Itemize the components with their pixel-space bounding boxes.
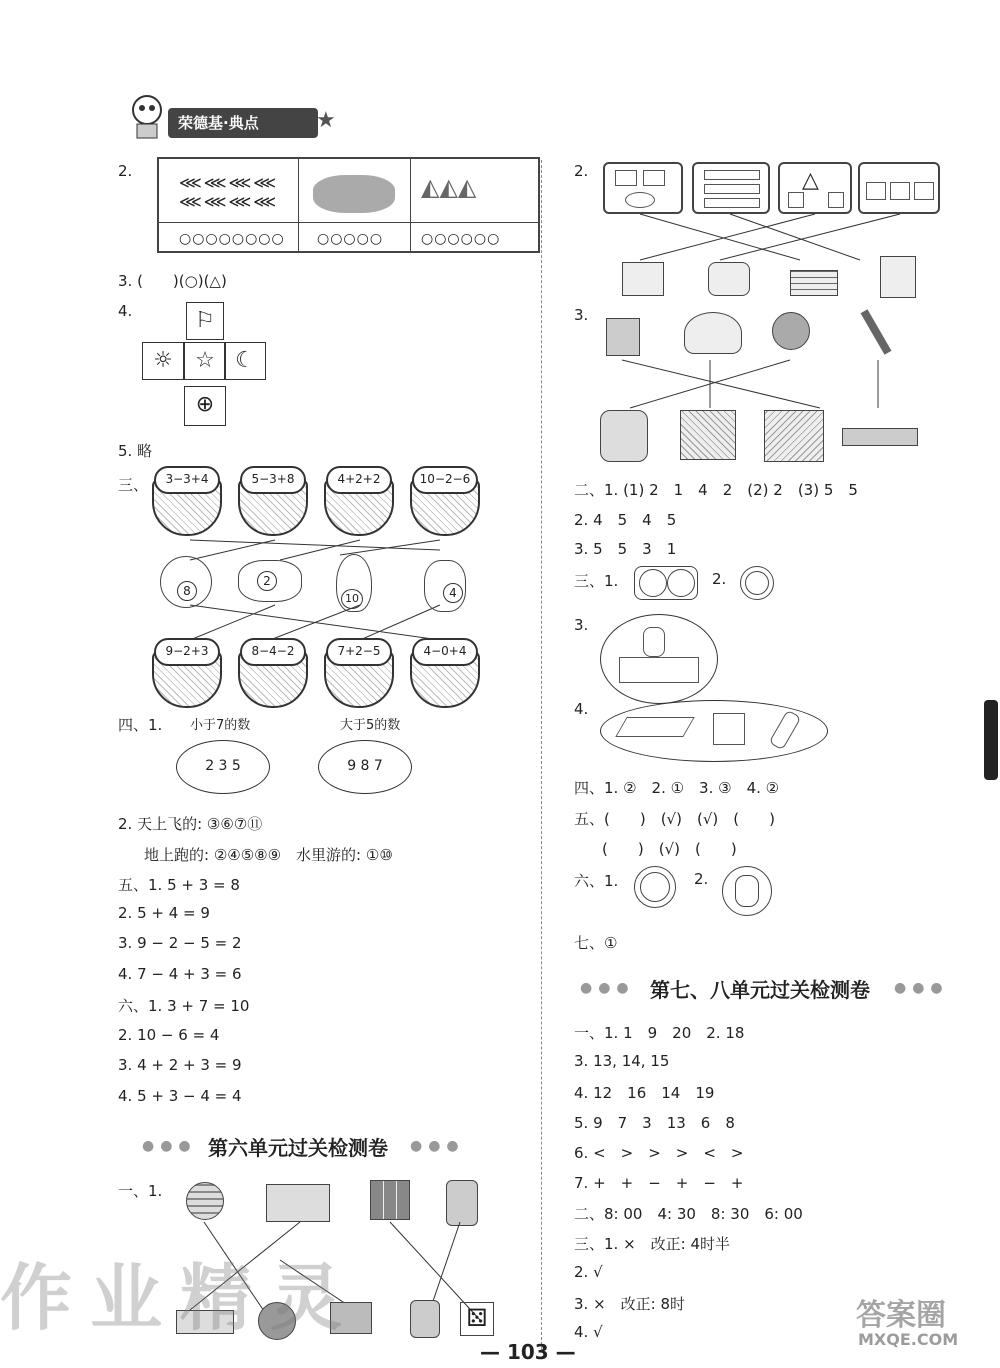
cat-icon [424,560,466,612]
dots-decoration: ●●● [894,980,949,996]
left-q3: 3. ( )(○)(△) [118,272,227,290]
unit6-title: 第六单元过关检测卷 [208,1136,388,1160]
unit78-line: 5. 9 7 3 13 6 8 [574,1114,735,1132]
si-q2-line1: 2. 天上飞的: ③⑥⑦⑪ [118,815,263,833]
sun-icon: ☼ [142,342,184,380]
unit78-line: 3. 13, 14, 15 [574,1052,670,1070]
animal-number: 4 [443,583,463,603]
star-net-icon: ☆ [184,342,226,380]
logo-text: 荣德基·典点 [168,108,318,138]
right-q2: 2. [574,162,589,180]
ball-icon [186,1182,224,1220]
unit78-line: 一、1. 1 9 20 2. 18 [574,1024,745,1042]
cylinder-frame-icon [722,866,772,916]
basket-expression: 9−2+3 [154,638,220,666]
basket [324,472,394,536]
edge-mark [984,700,998,780]
basket-expression: 4+2+2 [326,466,392,494]
watermark-left: 作业精灵 [0,1256,361,1340]
house-blocks-icon [880,256,916,298]
gift-box-2-icon [764,410,824,462]
two-circles-icon [634,566,698,600]
circle-count-fish: ○○○○○○○○ [179,231,285,247]
circle-cross-icon: ⊕ [184,386,226,426]
qi-answer: 七、① [574,934,618,952]
box-icon [266,1184,330,1222]
ring-icon [634,866,676,908]
dots-decoration: ●●● [142,1138,197,1154]
basket [410,644,480,708]
set-values: 2 3 5 [205,758,241,774]
left-q5: 5. 略 [118,442,153,460]
unit78-line: 4. √ [574,1323,603,1341]
circle-count-cake: ○○○○○○ [421,231,501,247]
animal-number: 8 [177,581,197,601]
basket [152,644,222,708]
basket-expression: 10−2−6 [412,466,478,494]
si-right-caption: 大于5的数 [340,718,401,733]
matching-lines-4 [600,356,940,416]
frog-icon [160,556,212,608]
wu-line: 2. 5 + 4 = 9 [118,904,210,922]
wu-answers-2: ( ) (√) ( ) [602,840,737,858]
unit78-line: 3. × 改正: 8时 [574,1295,686,1313]
shape-ellipse [600,700,828,762]
page-number: — 103 — [480,1340,576,1364]
shape-group-box [692,162,770,214]
watermark-url: MXQE.COM [858,1330,959,1349]
set-ellipse-right [318,740,412,794]
right-q3: 3. [574,306,589,324]
si-left-caption: 小于7的数 [190,718,251,733]
basket-expression: 7+2−5 [326,638,392,666]
er-line: 2. 4 5 4 5 [574,511,677,529]
unit78-line: 三、1. × 改正: 4时半 [574,1235,731,1253]
gift-box-icon [680,410,736,460]
moon-icon: ☾ [224,342,266,380]
basket [238,644,308,708]
san2-label: 2. [712,570,727,588]
calendar-icon [606,318,640,356]
count-table [157,157,540,253]
basket-expression: 4−0+4 [412,638,478,666]
unit78-line: 4. 12 16 14 19 [574,1084,715,1102]
unit78-line: 二、8: 00 4: 30 8: 30 6: 00 [574,1205,803,1223]
toothbrush-icon [861,309,892,355]
left-q4-label: 4. [118,302,133,320]
unit78-line: 2. √ [574,1263,603,1281]
ring-icon [740,566,774,600]
wu-line: 五、1. 5 + 3 = 8 [118,876,240,894]
flag-icon: ⚐ [186,302,224,340]
liu-line: 六、1. 3 + 7 = 10 [118,997,250,1015]
set-ellipse-left [176,740,270,794]
er-line: 3. 5 5 3 1 [574,540,677,558]
basket [152,472,222,536]
si-q2-line2: 地上跑的: ②④⑤⑧⑨ 水里游的: ①⑩ [144,846,393,864]
stone-icon [313,175,395,213]
liu2-label: 2. [694,870,709,888]
cake-blocks-icon [708,262,750,296]
si-label: 四、1. [118,716,163,734]
star-icon: ★ [316,108,336,133]
sheep-icon [238,560,302,602]
globe-icon [772,312,810,350]
gift-cylinder-icon [600,410,648,462]
dots-decoration: ●●● [580,980,635,996]
san1-label: 三、1. [574,572,619,590]
fish-icon: ⋘⋘⋘⋘ ⋘⋘⋘⋘ [179,173,279,211]
wu-line: 3. 9 − 2 − 5 = 2 [118,934,242,952]
liu1-label: 六、1. [574,872,619,890]
rubik-cube-icon [370,1180,410,1220]
shape-ellipse [600,614,718,704]
rabbit-icon [336,554,372,612]
shape-group-box [603,162,683,214]
basket-expression: 8−4−2 [240,638,306,666]
stacked-plates-icon [790,270,838,296]
basket [324,644,394,708]
san4-label: 4. [574,700,589,718]
liu-line: 4. 5 + 3 − 4 = 4 [118,1087,242,1105]
liu-line: 2. 10 − 6 = 4 [118,1026,220,1044]
rocking-horse-icon [684,312,742,354]
cake-icon: ◭◭◭ [421,173,477,201]
san3-label: 3. [574,616,589,634]
toothpaste-box-icon [842,428,918,446]
unit78-title: 第七、八单元过关检测卷 [650,978,870,1002]
unit6-q1: 一、1. [118,1182,163,1200]
circle-count-stone: ○○○○○ [317,231,384,247]
shape-group-box [858,162,940,214]
column-divider [541,160,542,1350]
animal-number: 10 [341,589,363,609]
blocks-icon [622,262,664,296]
liu-line: 3. 4 + 2 + 3 = 9 [118,1056,242,1074]
dots-decoration: ●●● [410,1138,465,1154]
unit78-line: 6. < > > > < > [574,1144,744,1162]
animal-number: 2 [257,571,277,591]
unit78-line: 7. + + − + − + [574,1174,744,1192]
wu-answers-1: 五、( ) (√) (√) ( ) [574,810,775,828]
basket [410,472,480,536]
san-label: 三、 [118,476,149,494]
basket-expression: 3−3+4 [154,466,220,494]
wu-line: 4. 7 − 4 + 3 = 6 [118,965,242,983]
si-answers: 四、1. ② 2. ① 3. ③ 4. ② [574,779,780,797]
dice-icon: ⚄ [460,1302,494,1336]
mascot-icon [125,92,165,142]
er-line: 二、1. (1) 2 1 4 2 (2) 2 (3) 5 5 [574,481,858,499]
watermark-right: 答案圈 [856,1298,946,1333]
basket-expression: 5−3+8 [240,466,306,494]
cylinder-icon [410,1300,440,1338]
shape-group-box: △ [778,162,852,214]
set-values: 9 8 7 [347,758,383,774]
basket [238,472,308,536]
left-q2-label: 2. [118,162,133,180]
